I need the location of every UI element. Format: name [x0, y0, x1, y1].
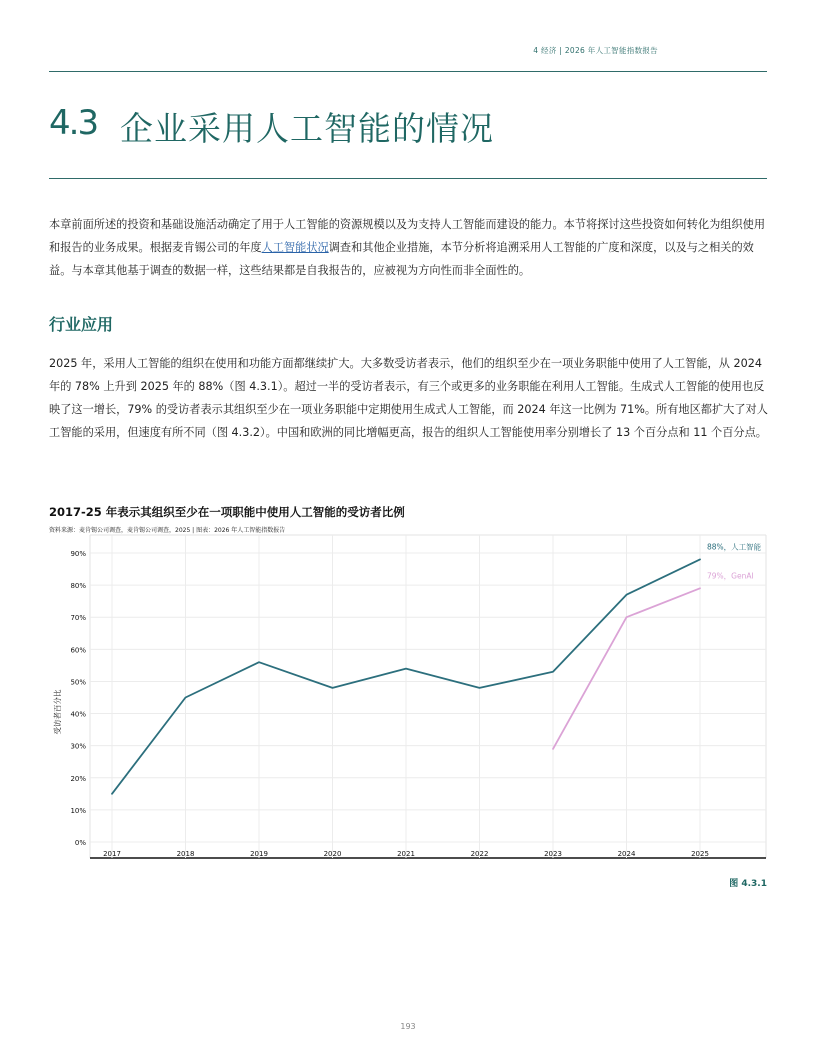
x-tick-label: 2018: [176, 850, 195, 858]
y-tick-label: 90%: [70, 550, 86, 558]
x-tick-label: 2024: [617, 850, 636, 858]
top-divider: [49, 71, 767, 72]
x-tick-label: 2025: [691, 850, 709, 858]
intro-text-start: 本章前面所述的投资和基础设施活动确定了用于人工智能的资源规模以及为支持人工智能而建设的能力。本节将探讨这些投资如何转化为组织使用和报告的业务成果。根据麦肯锡公司的年度: [49, 218, 766, 254]
section-title: 企业采用人工智能的情况: [120, 109, 494, 148]
x-tick-label: 2021: [397, 850, 415, 858]
running-header: 4 经济 | 2026 年人工智能指数报告: [533, 46, 658, 55]
y-tick-label: 60%: [70, 646, 86, 655]
intro-paragraph: [49, 213, 771, 282]
page-number: 193: [400, 1022, 416, 1031]
x-tick-label: 2020: [323, 850, 342, 858]
figure-label: 图 4.3.1: [729, 879, 767, 889]
y-tick-label: 10%: [70, 806, 86, 815]
subheading-industry-use: 行业应用: [49, 315, 114, 334]
chart-title: 2017-25 年表示其组织至少在一项职能中使用人工智能的受访者比例: [49, 505, 405, 519]
y-tick-label: 0%: [74, 839, 86, 847]
x-tick-label: 2019: [250, 850, 268, 858]
body-paragraph: 2025 年，采用人工智能的组织在使用和功能方面都继续扩大。大多数受访者表示，他们的组织至少在一项业务职能中使用了人工智能，从 2024 年的 78% 上升到 2025 年的 88%（图 4.3.1）。超过一半的受访者表示，有三个或更多的业务职能在利用人工智能。生成式人工智能的使用也反映了这一增长，79% 的受访者表示其组织至少在一项业务职能中定期使用生成式人工智能，而 2024 年这一比例为 71%。所有地区都扩大了对人工智能的采用，但速度有所不同（图 4.3.2）。中国和欧洲的同比增幅更高，报告的组织人工智能使用率分别增长了 13 个百分点和 11 个百分点。: [49, 357, 768, 439]
y-tick-label: 80%: [70, 582, 86, 591]
title-divider: [49, 178, 767, 179]
y-axis-label: 受访者百分比: [53, 689, 62, 735]
x-tick-label: 2023: [544, 850, 562, 858]
section-number: 4.3: [49, 103, 98, 143]
state-of-ai-link[interactable]: 人工智能状况: [261, 241, 329, 254]
x-tick-label: 2022: [470, 850, 489, 858]
chart-source: 资料来源：麦肯锡公司调查，麦肯锡公司调查，2025 | 图表：2026 年人工智能指数报告: [49, 527, 286, 534]
series-line-人工智能: [112, 559, 700, 793]
y-tick-label: 30%: [70, 742, 86, 751]
y-tick-label: 70%: [70, 614, 86, 623]
y-tick-label: 40%: [70, 710, 86, 719]
y-tick-label: 20%: [70, 774, 86, 783]
y-tick-label: 50%: [70, 678, 86, 687]
intro-text-end: 调查和其他企业措施，本节分析将追溯采用人工智能的广度和深度，以及与之相关的效益。与本章其他基于调查的数据一样，这些结果都是自我报告的，应被视为方向性而非全面性的。: [49, 241, 754, 277]
series-line-GenAI: [553, 588, 700, 749]
series-end-label: 79%，GenAI: [707, 571, 754, 581]
x-tick-label: 2017: [103, 850, 121, 858]
series-end-label: 88%，人工智能: [707, 542, 762, 552]
